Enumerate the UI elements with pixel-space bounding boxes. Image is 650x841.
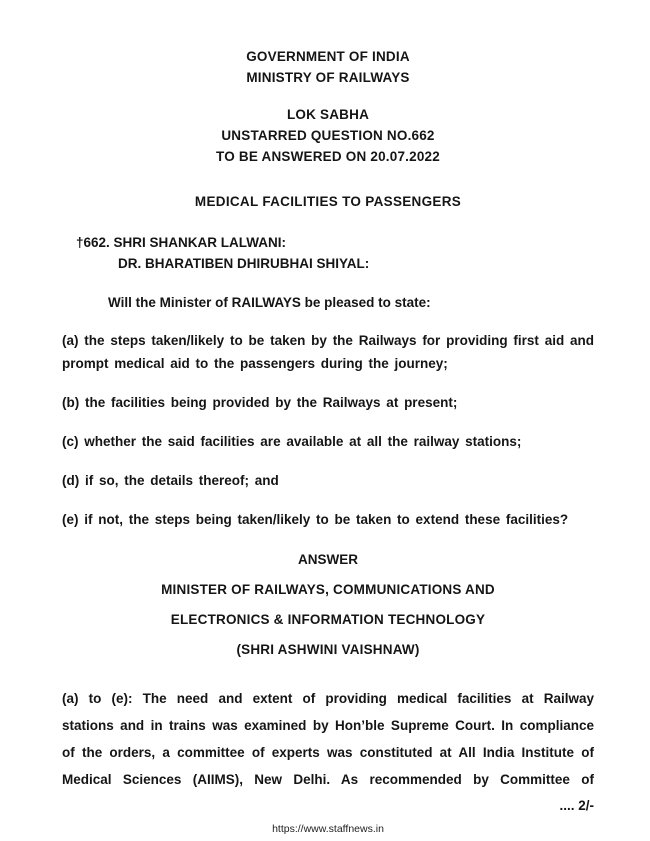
subject-title: MEDICAL FACILITIES TO PASSENGERS [194,194,462,209]
header-answer-date: TO BE ANSWERED ON 20.07.2022 [216,149,440,164]
question-item-c: (c) whether the said facilities are available at all the railway stations; [62,434,522,449]
answer-heading: ANSWER [298,552,358,567]
question-item-d: (d) if so, the details thereof; and [62,473,279,488]
footer-source-link: https://www.staffnews.in [272,823,384,835]
asker-name-1: †662. SHRI SHANKAR LALWANI: [76,235,287,250]
header-question-number: UNSTARRED QUESTION NO.662 [221,128,435,143]
minister-title-line-2: ELECTRONICS & INFORMATION TECHNOLOGY [170,612,486,627]
question-intro: Will the Minister of RAILWAYS be pleased to state: [108,295,431,310]
header-ministry-of-railways: MINISTRY OF RAILWAYS [246,70,410,85]
question-item-a: (a) the steps taken/likely to be taken by the Railways for providing first aid and prompt medical aid to the passengers during the journey; [62,333,594,371]
question-item-b: (b) the facilities being provided by the Railways at present; [62,395,458,410]
header-government-of-india: GOVERNMENT OF INDIA [246,49,410,64]
minister-title-line-1: MINISTER OF RAILWAYS, COMMUNICATIONS AND [161,582,495,597]
question-askers [62,232,594,274]
minister-name: (SHRI ASHWINI VAISHNAW) [236,642,420,657]
answer-body-paragraph: (a) to (e): The need and extent of providing medical facilities at Railway stations and in trains was examined by Hon’ble Supreme Court. In compliance of the orders, a committee of experts was constituted at All India Institute of Medical Sciences (AIIMS), New Delhi. As recommended by Committee of [62,691,594,787]
question-item-e: (e) if not, the steps being taken/likely to be taken to extend these facilities? [62,512,569,527]
header-lok-sabha: LOK SABHA [286,107,370,122]
page-continuation-marker: .... 2/- [559,798,594,813]
asker-name-2: DR. BHARATIBEN DHIRUBHAI SHIYAL: [118,256,370,271]
